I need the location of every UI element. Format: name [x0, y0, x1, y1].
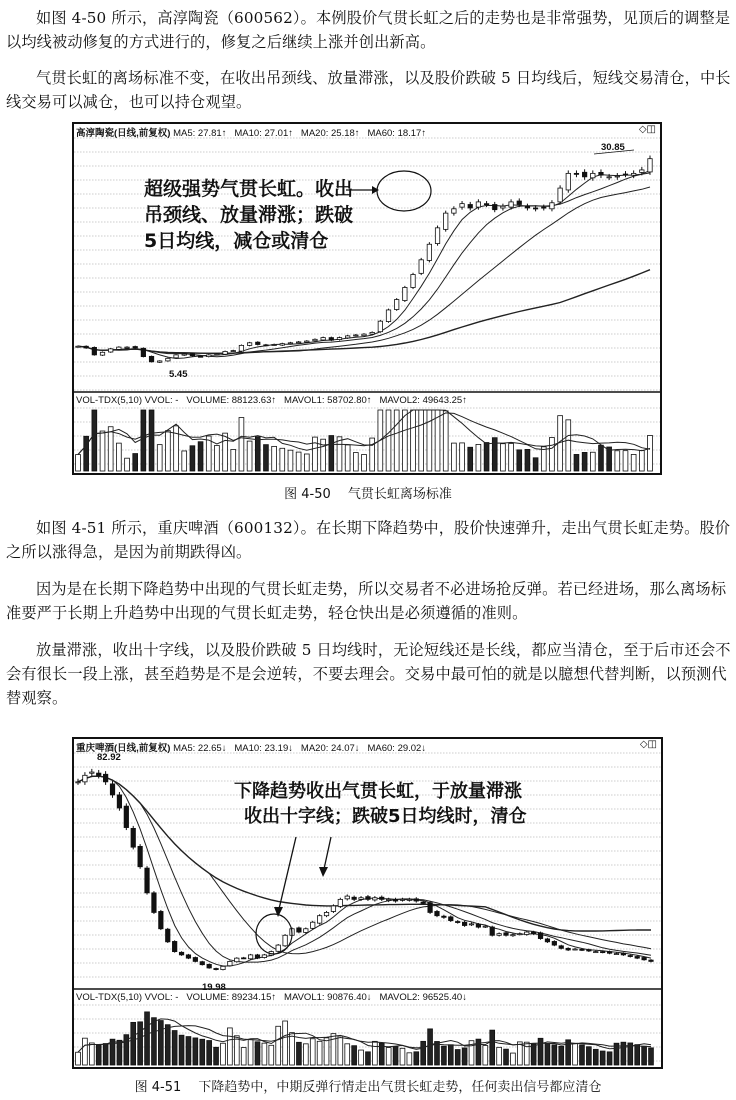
ma5-value: MA5: 22.65↓ — [173, 743, 227, 754]
stock-label: 重庆啤酒(日线,前复权) — [76, 743, 171, 754]
chart-annotation — [234, 779, 527, 829]
stock-label: 高淳陶瓷(日线,前复权) — [76, 128, 171, 139]
volume-header — [76, 992, 467, 1003]
ma10-value: MA10: 23.19↓ — [234, 743, 293, 754]
chart-annotation — [144, 176, 353, 254]
mavol1-value: MAVOL1: 90876.40↓ — [284, 992, 372, 1003]
figure-4-50-chart — [72, 122, 662, 475]
high-price-label: 30.85 — [601, 142, 625, 153]
diamond-icon[interactable]: ◇ — [638, 124, 647, 135]
ma20-value: MA20: 25.18↑ — [300, 128, 360, 139]
ma60-value: MA60: 18.17↑ — [367, 128, 427, 139]
ma-header — [76, 125, 426, 139]
figure-4-51-caption: 图 4-51 下降趋势中，中期反弹行情走出气贯长虹走势，任何卖出信号都应清仓 — [134, 1080, 602, 1095]
high-price-label: 82.92 — [97, 752, 121, 763]
figure-4-50-caption: 图 4-50 气贯长虹离场标准 — [284, 487, 452, 502]
window-controls[interactable] — [640, 739, 657, 750]
annotation-line-3: 5日均线，减仓或清仓 — [144, 230, 329, 252]
ma20-value: MA20: 24.07↓ — [300, 743, 360, 754]
volume-value: VOLUME: 88123.63↑ — [186, 395, 277, 406]
volume-header — [76, 395, 467, 406]
mavol2-value: MAVOL2: 49643.25↑ — [379, 395, 467, 406]
paragraph-4: 因为是在长期下降趋势中出现的气贯长虹走势，所以交易者不必进场抢反弹。若已经进场，那么离场标准要严于长期上升趋势中出现的气贯长虹走势，轻仓快出是必须遵循的准则。 — [6, 580, 727, 622]
annotation-line-1: 下降趋势收出气贯长虹，于放量滞涨 — [234, 781, 522, 802]
paragraph-5: 放量滞涨，收出十字线，以及股价跌破 5 日均线时，无论短线还是长线，都应当清仓，至于后市还会不会有很长一段上涨，甚至趋势是不是会逆转，不要去理会。交易中最可怕的就是以臆想代替判断，以预测代替观察。 — [6, 641, 731, 707]
vol-indicator-label: VOL-TDX(5,10) VVOL: - — [76, 395, 179, 406]
window-restore-icon[interactable]: ◫ — [646, 124, 656, 135]
ma60-value: MA60: 29.02↓ — [367, 743, 427, 754]
paragraph-1: 如图 4-50 所示，高淳陶瓷（600562）。本例股价气贯长虹之后的走势也是非常强势，见顶后的调整是以均线被动修复的方式进行的，修复之后继续上涨并创出新高。 — [6, 9, 731, 51]
annotation-line-2: 吊颈线、放量滞涨；跌破 — [144, 204, 354, 226]
window-restore-icon[interactable]: ◫ — [647, 739, 657, 750]
annotation-line-1: 超级强势气贯长虹。收出 — [144, 178, 354, 200]
annotation-line-2: 收出十字线；跌破5日均线时，清仓 — [244, 806, 527, 827]
ma10-value: MA10: 27.01↑ — [234, 128, 293, 139]
ma5-value: MA5: 27.81↑ — [173, 128, 227, 139]
vol-indicator-label: VOL-TDX(5,10) VVOL: - — [76, 992, 179, 1003]
paragraph-2: 气贯长虹的离场标准不变，在收出吊颈线、放量滞涨，以及股价跌破 5 日均线后，短线交易清仓，中长线交易可以减仓，也可以持仓观望。 — [6, 69, 731, 111]
paragraph-3: 如图 4-51 所示，重庆啤酒（600132）。在长期下降趋势中，股价快速弹升，走出气贯长虹走势。股价之所以涨得急，是因为前期跌得凶。 — [6, 519, 731, 561]
mavol1-value: MAVOL1: 58702.80↑ — [284, 395, 372, 406]
window-controls[interactable] — [639, 124, 656, 135]
figure-4-51-chart — [72, 737, 663, 1069]
low-price-label: 19.98 — [202, 982, 226, 993]
ma-header — [76, 740, 426, 754]
low-price-label: 5.45 — [169, 369, 188, 380]
mavol2-value: MAVOL2: 96525.40↓ — [379, 992, 467, 1003]
diamond-icon[interactable]: ◇ — [639, 739, 648, 750]
volume-value: VOLUME: 89234.15↑ — [186, 992, 277, 1003]
